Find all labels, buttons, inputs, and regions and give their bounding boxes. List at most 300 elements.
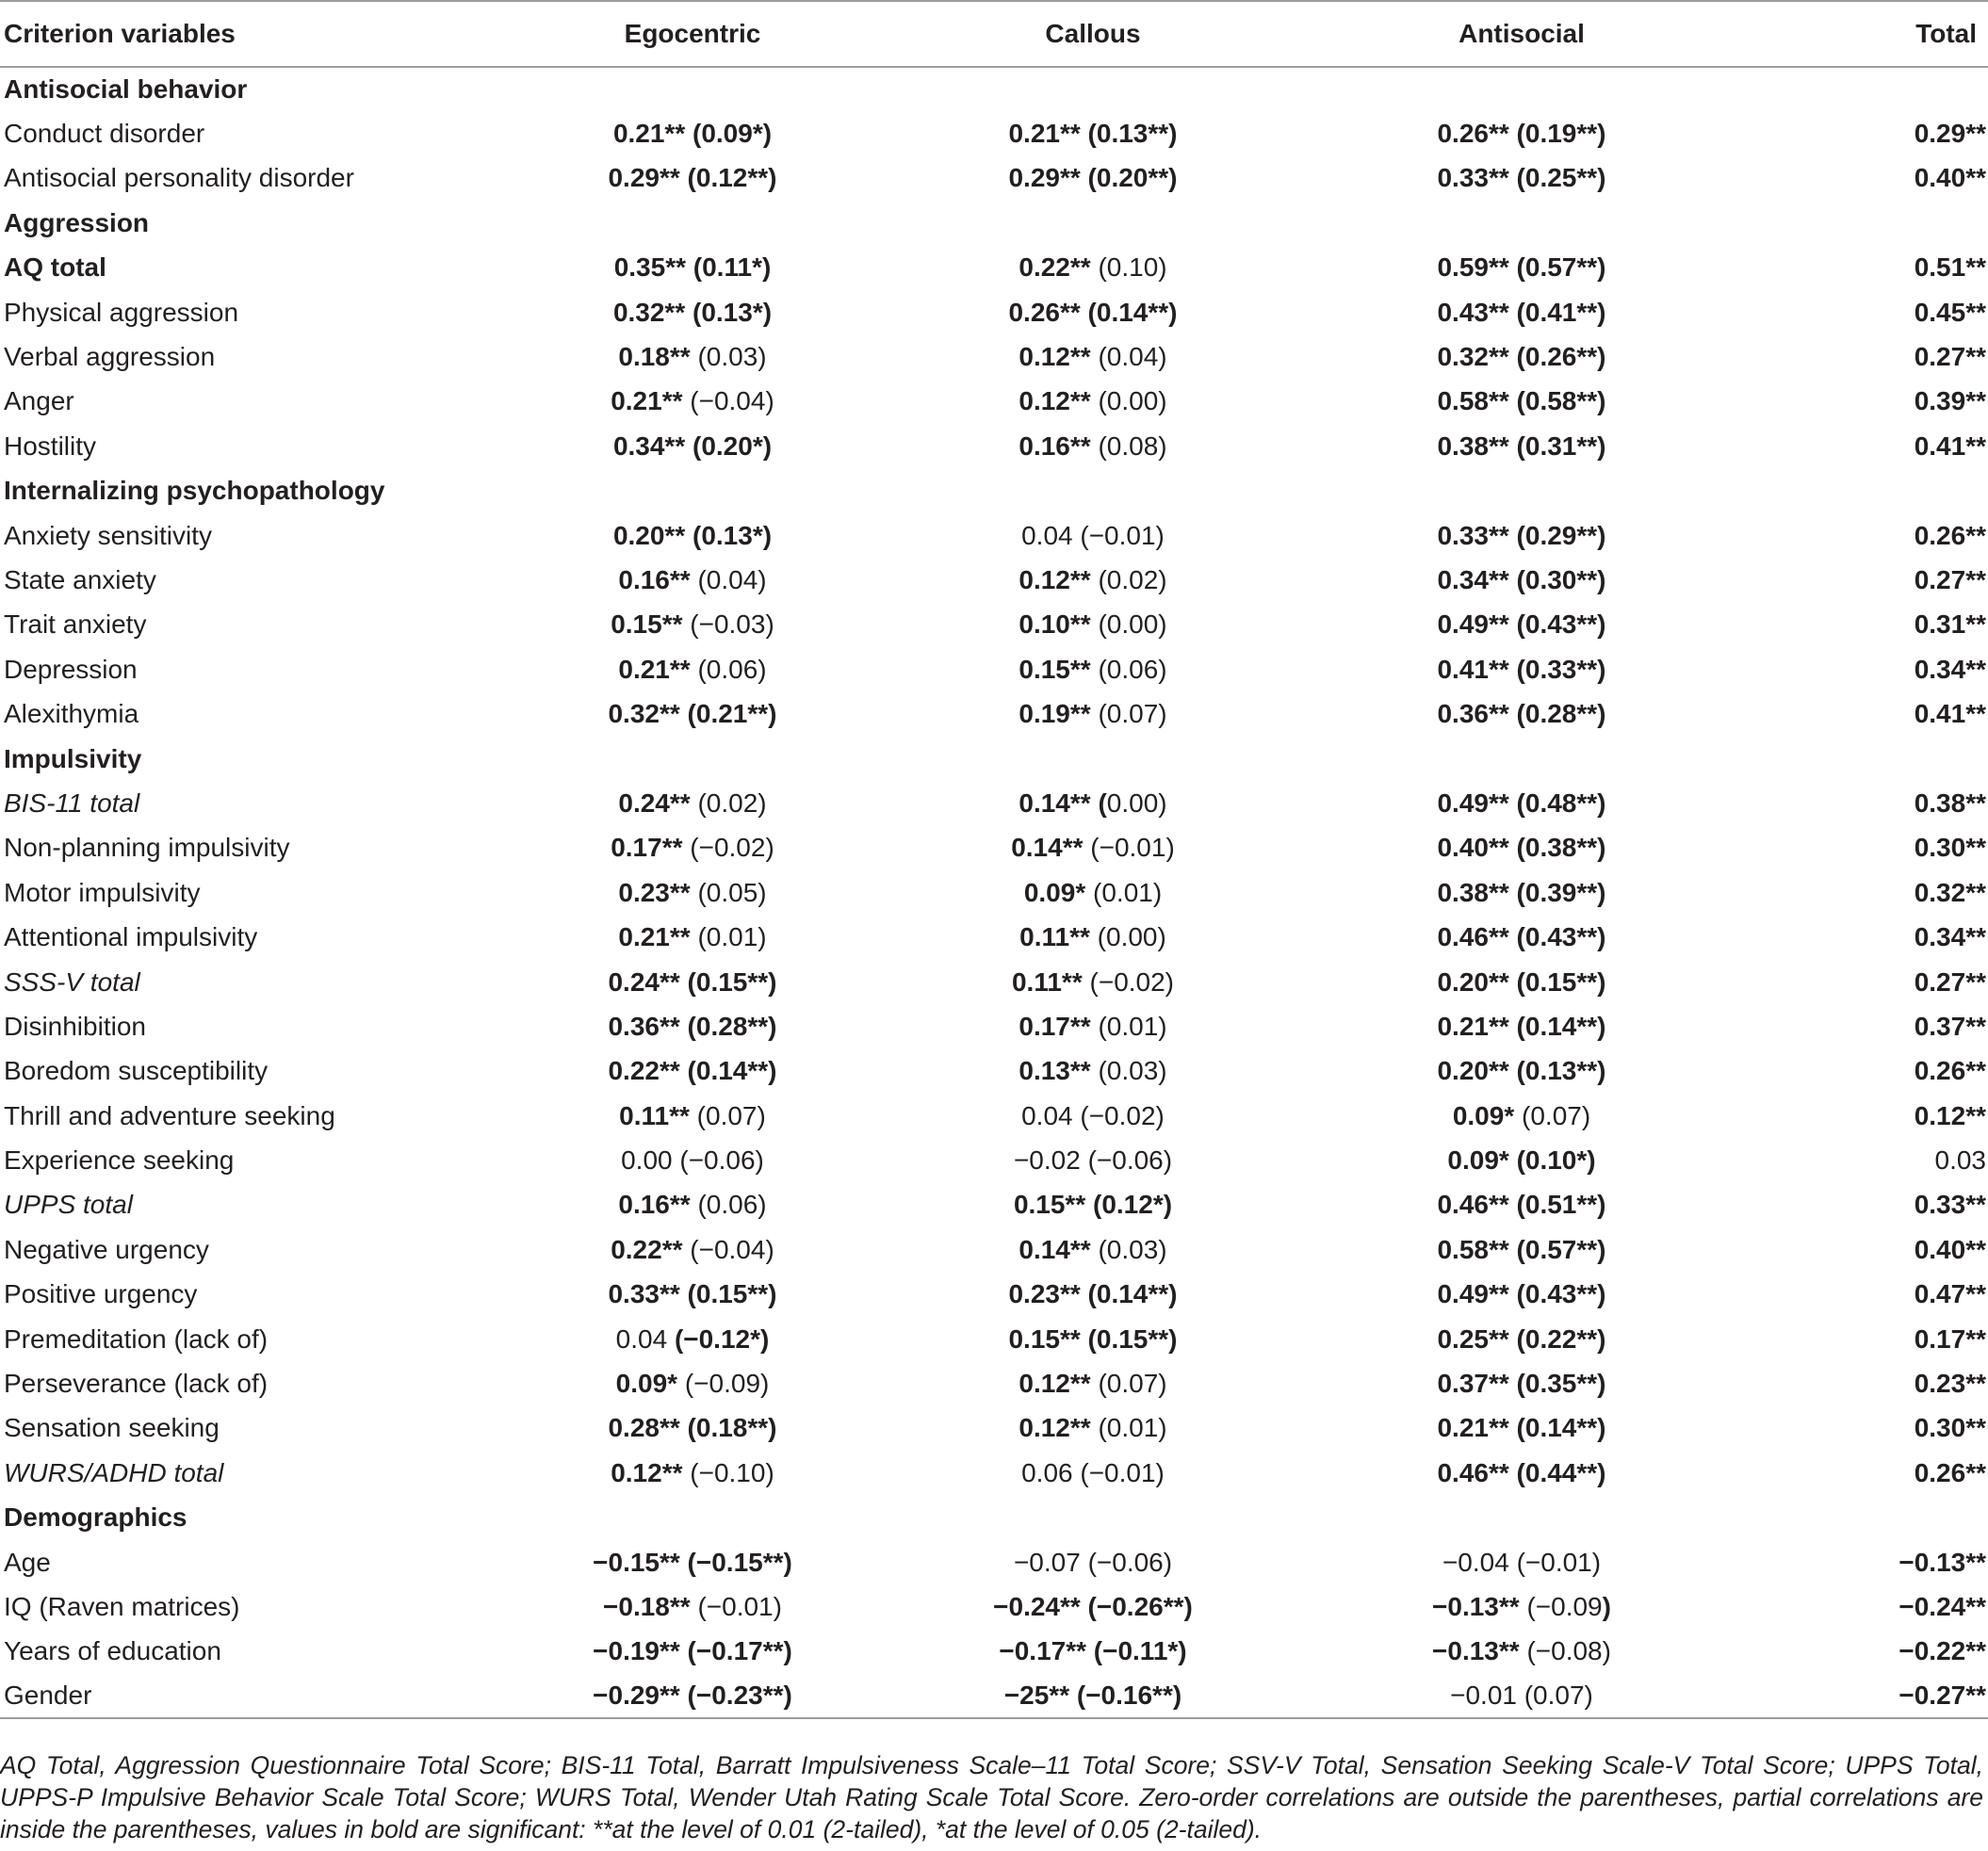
section-header-row [0, 469, 1988, 513]
significant-value: 0.41** [1914, 699, 1986, 729]
value: (0.01) [1085, 877, 1163, 907]
significant-value: 0.40** (0.38**) [1437, 833, 1606, 863]
value: (0.06) [690, 654, 767, 684]
cell-antisocial [1328, 1138, 1715, 1182]
significant-value: 0.58** (0.57**) [1437, 1234, 1606, 1264]
significant-value: 0.12** [1018, 564, 1091, 594]
cell-antisocial [1328, 1317, 1715, 1361]
value: (−0.09) [677, 1369, 770, 1399]
cell-egocentric [528, 111, 857, 155]
significant-value: 0.17** [611, 833, 683, 863]
significant-value: −25** (−0.16**) [1003, 1681, 1182, 1711]
value: (−0.01) [690, 1591, 782, 1621]
cell-antisocial [1328, 960, 1715, 1004]
cell-total [1715, 1094, 1988, 1138]
significant-value: −0.15** (−0.15**) [593, 1547, 792, 1577]
table-row [0, 915, 1988, 959]
value: (0.00) [1090, 386, 1167, 416]
value: (0.03) [1090, 1056, 1167, 1086]
significant-value: 0.14** [1011, 833, 1084, 863]
row-label: Premeditation (lack of) [4, 1323, 269, 1354]
cell-antisocial [1328, 246, 1715, 290]
cell-antisocial [1328, 334, 1715, 379]
cell-callous [857, 290, 1328, 334]
cell-total [1715, 826, 1988, 870]
table-row [0, 691, 1988, 736]
significant-value: 0.26** (0.19**) [1437, 119, 1606, 149]
cell-egocentric [528, 334, 857, 379]
cell-antisocial [1328, 111, 1715, 155]
row-label: Trait anxiety [4, 609, 147, 640]
value: (−0.02) [1082, 966, 1175, 997]
significant-value: 0.49** (0.43**) [1437, 1279, 1606, 1309]
value: (−0.01) [1083, 833, 1175, 863]
significant-value: 0.21** [618, 654, 691, 684]
significant-value: 0.37** [1914, 1011, 1986, 1041]
cell-callous [857, 1273, 1328, 1317]
cell-egocentric [528, 691, 857, 736]
cell-total [1715, 915, 1988, 959]
significant-value: 0.41** (0.33**) [1437, 654, 1606, 684]
significant-value: (−0.12*) [674, 1323, 770, 1354]
row-label: Disinhibition [4, 1011, 146, 1041]
significant-value: 0.34** [1914, 922, 1986, 952]
row-label: Anger [4, 386, 74, 416]
significant-value: −0.27** [1898, 1681, 1986, 1711]
value: (0.07) [1090, 1369, 1167, 1399]
value: (0.05) [690, 877, 767, 907]
column-header-egocentric: Egocentric [528, 1, 857, 67]
significant-value: 0.12** [611, 1457, 683, 1487]
significant-value: 0.12** [1018, 342, 1091, 372]
table-row [0, 290, 1988, 334]
section-header-row [0, 67, 1988, 111]
significant-value: 0.27** [1914, 342, 1986, 372]
cell-egocentric [528, 156, 857, 201]
significant-value: 0.26** [1914, 520, 1986, 550]
significant-value: ) [1602, 1591, 1611, 1621]
significant-value: 0.09* [1452, 1100, 1515, 1130]
value: 0.06 (−0.01) [1021, 1457, 1165, 1487]
table-row [0, 647, 1988, 691]
cell-egocentric [528, 1451, 857, 1495]
significant-value: 0.16** [618, 1190, 691, 1220]
significant-value: 0.33** (0.15**) [608, 1279, 777, 1309]
significant-value: 0.09* [1023, 877, 1086, 907]
cell-callous [857, 558, 1328, 602]
value: (0.04) [1090, 342, 1167, 372]
row-label: Hostility [4, 430, 97, 461]
value: (−0.03) [682, 609, 774, 640]
row-label: SSS-V total [4, 966, 140, 997]
significant-value: 0.37** (0.35**) [1437, 1369, 1606, 1399]
cell-total [1715, 1630, 1988, 1674]
significant-value: 0.10** [1018, 609, 1091, 640]
cell-antisocial [1328, 647, 1715, 691]
significant-value: 0.12** [1914, 1100, 1986, 1130]
value: 0.04 (−0.02) [1021, 1100, 1165, 1130]
row-label: Negative urgency [4, 1234, 209, 1264]
value: −0.04 (−0.01) [1442, 1547, 1602, 1577]
significant-value: 0.40** [1914, 1234, 1986, 1264]
row-label: Antisocial personality disorder [4, 163, 354, 193]
significant-value: 0.30** [1914, 1413, 1986, 1443]
significant-value: 0.12** [1018, 1369, 1091, 1399]
significant-value: −0.13** [1432, 1636, 1520, 1666]
cell-total [1715, 380, 1988, 424]
value: (0.07) [689, 1100, 766, 1130]
significant-value: 0.24** [618, 787, 691, 818]
row-label: Alexithymia [4, 699, 139, 729]
table-row [0, 1451, 1988, 1495]
significant-value: −0.24** [1898, 1591, 1986, 1621]
table-row [0, 334, 1988, 379]
significant-value: 0.46** (0.51**) [1437, 1190, 1606, 1220]
significant-value: 0.59** (0.57**) [1437, 252, 1606, 283]
significant-value: 0.38** [1914, 787, 1986, 818]
value: (0.06) [1090, 654, 1167, 684]
significant-value: 0.16** [618, 564, 691, 594]
table-row [0, 424, 1988, 468]
significant-value: 0.21** [618, 922, 691, 952]
table-row [0, 603, 1988, 647]
table-row [0, 960, 1988, 1004]
section-title: Impulsivity [4, 743, 142, 773]
significant-value: 0.11** [1019, 922, 1090, 952]
cell-total [1715, 1451, 1988, 1495]
value: 0.00 (−0.06) [621, 1145, 764, 1176]
significant-value: 0.49** (0.43**) [1437, 609, 1606, 640]
significant-value: 0.12** [1018, 1413, 1091, 1443]
cell-total [1715, 424, 1988, 468]
value: (−0.08) [1519, 1636, 1611, 1666]
cell-total [1715, 1183, 1988, 1227]
table-header [0, 1, 1988, 67]
table-row [0, 826, 1988, 870]
cell-callous [857, 1584, 1328, 1629]
cell-callous [857, 781, 1328, 825]
significant-value: 0.22** (0.14**) [608, 1056, 777, 1086]
cell-antisocial [1328, 156, 1715, 201]
cell-total [1715, 960, 1988, 1004]
cell-callous [857, 1361, 1328, 1405]
cell-callous [857, 647, 1328, 691]
significant-value: 0.26** [1914, 1457, 1986, 1487]
cell-egocentric [528, 1584, 857, 1629]
significant-value: 0.45** [1914, 297, 1986, 327]
cell-total [1715, 558, 1988, 602]
cell-total [1715, 334, 1988, 379]
value: (0.00) [1089, 922, 1166, 952]
cell-egocentric [528, 1540, 857, 1584]
cell-total [1715, 513, 1988, 558]
table-row [0, 1361, 1988, 1405]
significant-value: 0.21** (0.09*) [612, 119, 773, 149]
row-label: BIS-11 total [4, 787, 140, 818]
cell-egocentric [528, 1674, 857, 1718]
cell-antisocial [1328, 1094, 1715, 1138]
section-header-row [0, 201, 1988, 245]
cell-callous [857, 1406, 1328, 1451]
table-row [0, 1049, 1988, 1094]
significant-value: 0.38** (0.39**) [1437, 877, 1606, 907]
row-label: WURS/ADHD total [4, 1457, 224, 1487]
cell-egocentric [528, 1406, 857, 1451]
value: 0.04 [615, 1323, 675, 1354]
cell-callous [857, 1049, 1328, 1094]
significant-value: 0.20** (0.15**) [1437, 966, 1606, 997]
row-label: Depression [4, 654, 138, 684]
value: (0.00) [1090, 609, 1167, 640]
cell-total [1715, 1361, 1988, 1405]
cell-total [1715, 246, 1988, 290]
significant-value: 0.33** (0.29**) [1437, 520, 1606, 550]
cell-egocentric [528, 915, 857, 959]
row-label: AQ total [4, 252, 106, 283]
table-row [0, 1317, 1988, 1361]
table-row [0, 1540, 1988, 1584]
significant-value: 0.46** (0.43**) [1437, 922, 1606, 952]
significant-value: 0.27** [1914, 966, 1986, 997]
significant-value: 0.15** [1018, 654, 1091, 684]
cell-total [1715, 1138, 1988, 1182]
cell-callous [857, 424, 1328, 468]
cell-total [1715, 1049, 1988, 1094]
cell-total [1715, 1584, 1988, 1629]
row-label: Motor impulsivity [4, 877, 201, 907]
significant-value: 0.11** [1011, 966, 1083, 997]
table-row [0, 558, 1988, 602]
significant-value: 0.11** [619, 1100, 690, 1130]
cell-callous [857, 1183, 1328, 1227]
cell-callous [857, 1138, 1328, 1182]
cell-callous [857, 1094, 1328, 1138]
column-header-criterion: Criterion variables [0, 1, 528, 67]
significant-value: 0.21** (0.13**) [1008, 119, 1178, 149]
significant-value: 0.32** [1914, 877, 1986, 907]
table-body [0, 67, 1988, 1718]
cell-total [1715, 290, 1988, 334]
row-label: Thrill and adventure seeking [4, 1100, 335, 1130]
significant-value: 0.28** (0.18**) [608, 1413, 777, 1443]
significant-value: 0.13** [1018, 1056, 1091, 1086]
significant-value: −0.29** (−0.23**) [593, 1681, 792, 1711]
cell-callous [857, 156, 1328, 201]
value: (−0.10) [682, 1457, 774, 1487]
cell-total [1715, 1540, 1988, 1584]
cell-antisocial [1328, 691, 1715, 736]
cell-egocentric [528, 1227, 857, 1272]
row-label: Non-planning impulsivity [4, 833, 290, 863]
cell-egocentric [528, 870, 857, 915]
significant-value: 0.24** (0.15**) [608, 966, 777, 997]
section-title: Aggression [4, 207, 150, 237]
significant-value: 0.12** [1018, 386, 1091, 416]
section-header-row [0, 737, 1988, 781]
significant-value: 0.15** (0.12*) [1013, 1190, 1173, 1220]
value: −0.02 (−0.06) [1013, 1145, 1173, 1176]
cell-antisocial [1328, 1406, 1715, 1451]
table-row [0, 111, 1988, 155]
significant-value: 0.18** [618, 342, 691, 372]
value: (0.02) [690, 787, 767, 818]
section-header-row [0, 1496, 1988, 1540]
significant-value: 0.32** (0.21**) [608, 699, 777, 729]
cell-antisocial [1328, 1049, 1715, 1094]
cell-antisocial [1328, 603, 1715, 647]
table-row [0, 156, 1988, 201]
significant-value: 0.21** [611, 386, 683, 416]
row-label: State anxiety [4, 564, 156, 594]
cell-egocentric [528, 960, 857, 1004]
cell-antisocial [1328, 424, 1715, 468]
cell-callous [857, 1227, 1328, 1272]
cell-egocentric [528, 603, 857, 647]
significant-value: 0.14** [1018, 1234, 1091, 1264]
cell-callous [857, 1004, 1328, 1048]
value: 0.04 (−0.01) [1021, 520, 1165, 550]
cell-egocentric [528, 1004, 857, 1048]
cell-callous [857, 111, 1328, 155]
cell-antisocial [1328, 558, 1715, 602]
table-row [0, 1094, 1988, 1138]
significant-value: 0.51** [1914, 252, 1986, 283]
cell-antisocial [1328, 290, 1715, 334]
cell-antisocial [1328, 826, 1715, 870]
table-row [0, 1630, 1988, 1674]
significant-value: 0.23** (0.14**) [1008, 1279, 1178, 1309]
value: (0.01) [1090, 1413, 1167, 1443]
cell-egocentric [528, 290, 857, 334]
cell-callous [857, 380, 1328, 424]
cell-total [1715, 1406, 1988, 1451]
cell-egocentric [528, 647, 857, 691]
significant-value: −0.24** (−0.26**) [993, 1591, 1193, 1621]
cell-egocentric [528, 826, 857, 870]
header-row [0, 1, 1988, 67]
cell-egocentric [528, 424, 857, 468]
cell-antisocial [1328, 1273, 1715, 1317]
cell-egocentric [528, 1049, 857, 1094]
cell-callous [857, 691, 1328, 736]
value: −0.01 (0.07) [1450, 1681, 1593, 1711]
significant-value: 0.23** [1914, 1369, 1986, 1399]
significant-value: −0.19** (−0.17**) [593, 1636, 792, 1666]
cell-egocentric [528, 558, 857, 602]
cell-callous [857, 246, 1328, 290]
significant-value: 0.34** (0.20*) [612, 430, 773, 461]
cell-antisocial [1328, 1227, 1715, 1272]
cell-antisocial [1328, 870, 1715, 915]
value: (0.06) [690, 1190, 767, 1220]
significant-value: 0.39** [1914, 386, 1986, 416]
cell-total [1715, 1674, 1988, 1718]
row-label: Perseverance (lack of) [4, 1369, 269, 1399]
cell-egocentric [528, 1094, 857, 1138]
significant-value: −0.13** [1898, 1547, 1986, 1577]
cell-callous [857, 1674, 1328, 1718]
cell-total [1715, 1317, 1988, 1361]
row-label: Conduct disorder [4, 119, 205, 149]
row-label: Experience seeking [4, 1145, 235, 1176]
significant-value: −0.18** [603, 1591, 691, 1621]
significant-value: 0.34** [1914, 654, 1986, 684]
cell-callous [857, 915, 1328, 959]
cell-callous [857, 870, 1328, 915]
significant-value: 0.29** (0.20**) [1008, 163, 1178, 193]
cell-total [1715, 647, 1988, 691]
value: −0.07 (−0.06) [1013, 1547, 1173, 1577]
significant-value: 0.49** (0.48**) [1437, 787, 1606, 818]
cell-total [1715, 870, 1988, 915]
significant-value: 0.26** [1914, 1056, 1986, 1086]
cell-antisocial [1328, 1674, 1715, 1718]
cell-antisocial [1328, 1584, 1715, 1629]
cell-total [1715, 1004, 1988, 1048]
value: (0.10) [1090, 252, 1167, 283]
value: (−0.04) [682, 1234, 774, 1264]
row-label: Anxiety sensitivity [4, 520, 212, 550]
cell-egocentric [528, 1361, 857, 1405]
row-label: Verbal aggression [4, 342, 216, 372]
cell-antisocial [1328, 380, 1715, 424]
row-label: Attentional impulsivity [4, 922, 258, 952]
table-row [0, 1004, 1988, 1048]
value: 0.00) [1106, 787, 1167, 818]
cell-antisocial [1328, 915, 1715, 959]
cell-antisocial [1328, 1630, 1715, 1674]
value: (−0.09 [1519, 1591, 1603, 1621]
significant-value: 0.19** [1018, 699, 1091, 729]
cell-antisocial [1328, 1183, 1715, 1227]
significant-value: 0.22** [611, 1234, 683, 1264]
significant-value: 0.29** (0.12**) [608, 163, 777, 193]
significant-value: 0.35** (0.11*) [613, 252, 772, 283]
significant-value: 0.43** (0.41**) [1437, 297, 1606, 327]
significant-value: 0.20** (0.13*) [612, 520, 773, 550]
cell-callous [857, 334, 1328, 379]
row-label: Physical aggression [4, 297, 239, 327]
significant-value: 0.34** (0.30**) [1437, 564, 1606, 594]
row-label: UPPS total [4, 1190, 133, 1220]
significant-value: 0.21** (0.14**) [1437, 1413, 1606, 1443]
table-row [0, 1584, 1988, 1629]
significant-value: 0.31** [1914, 609, 1986, 640]
row-label: Positive urgency [4, 1279, 198, 1309]
significant-value: 0.25** (0.22**) [1437, 1323, 1606, 1354]
significant-value: 0.09* (0.10*) [1447, 1145, 1596, 1176]
cell-callous [857, 603, 1328, 647]
significant-value: 0.36** (0.28**) [1437, 699, 1606, 729]
value: (0.01) [690, 922, 767, 952]
table-row [0, 1138, 1988, 1182]
cell-egocentric [528, 1630, 857, 1674]
cell-total [1715, 603, 1988, 647]
value: (0.08) [1090, 430, 1167, 461]
significant-value: 0.33** [1914, 1190, 1986, 1220]
cell-total [1715, 1273, 1988, 1317]
cell-egocentric [528, 1317, 857, 1361]
cell-total [1715, 781, 1988, 825]
cell-antisocial [1328, 1004, 1715, 1048]
value: (−0.02) [682, 833, 774, 863]
significant-value: 0.32** (0.13*) [612, 297, 773, 327]
significant-value: 0.46** (0.44**) [1437, 1457, 1606, 1487]
row-label: Years of education [4, 1636, 221, 1666]
value: (0.03) [690, 342, 767, 372]
table-row [0, 781, 1988, 825]
cell-callous [857, 513, 1328, 558]
